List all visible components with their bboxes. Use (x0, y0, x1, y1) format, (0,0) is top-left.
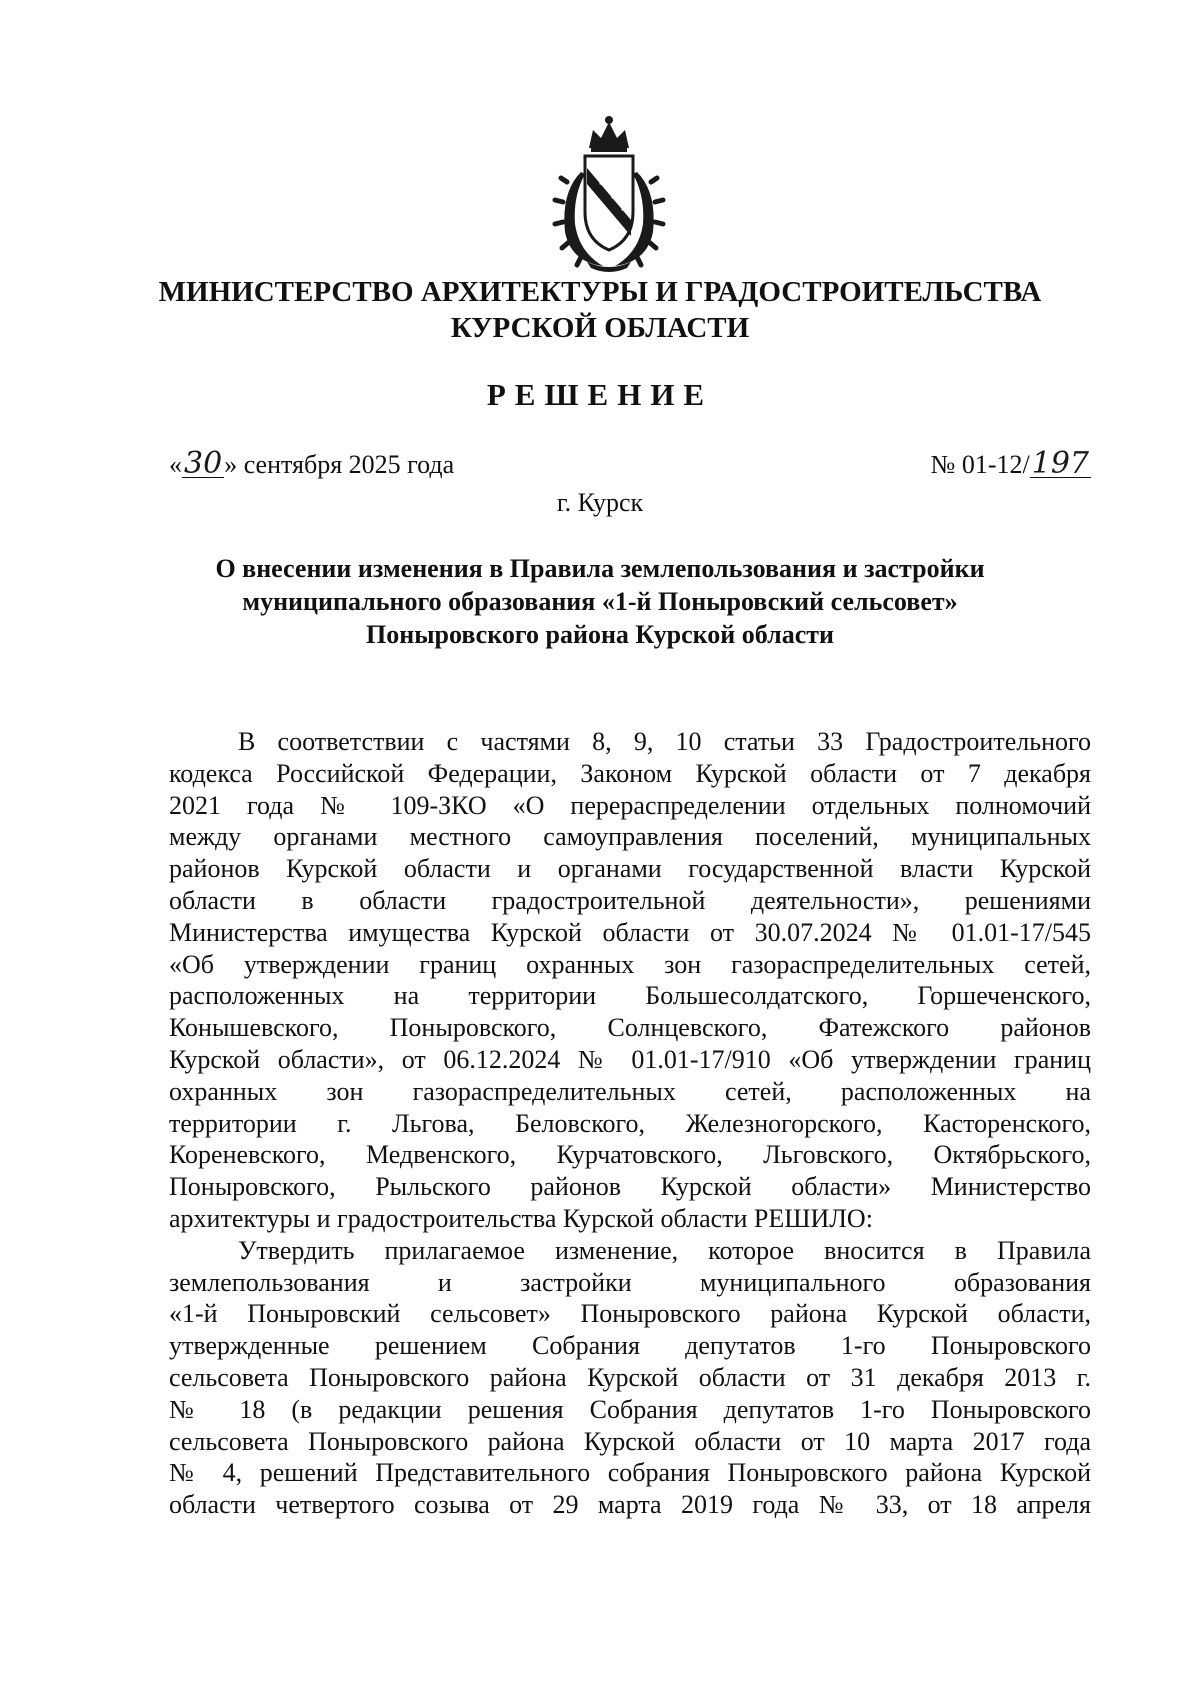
body-line: между органами местного самоуправления поселений, муниципальных (169, 822, 1091, 852)
ministry-name-line-2: КУРСКОЙ ОБЛАСТИ (450, 312, 750, 344)
body-line: области четвертого созыва от 29 марта 2019 года № 33, от 18 апреля (169, 1490, 1091, 1520)
body-line: области в области градостроительной деятельности», решениями (169, 885, 1091, 915)
document-subject (0, 552, 1200, 651)
date-open-quote: « (169, 450, 182, 479)
body-line: «1-й Поныровский сельсовет» Поныровского района Курской области, (169, 1299, 1091, 1329)
body-line: охранных зон газораспределительных сетей, расположенных на (169, 1076, 1091, 1106)
body-line: Утвердить прилагаемое изменение, которое вносится в Правила (238, 1235, 1091, 1265)
subject-line-2: муниципального образования «1-й Поныровский сельсовет» (242, 587, 958, 616)
body-line: 2021 года № 109-ЗКО «О перераспределении отдельных полномочий (169, 790, 1091, 820)
number-handwritten: 197 (1031, 446, 1089, 481)
number-prefix: № 01-12/ (930, 450, 1030, 479)
body-line: № 18 (в редакции решения Собрания депутатов 1-го Поныровского (169, 1394, 1091, 1424)
body-line: Кореневского, Медвенского, Курчатовского, Льговского, Октябрьского, (169, 1140, 1091, 1170)
body-line: Поныровского, Рыльского районов Курской области» Министерство (169, 1172, 1091, 1202)
body-line: районов Курской области и органами государственной власти Курской (169, 854, 1091, 884)
body-line: В соответствии с частями 8, 9, 10 статьи 33 Градостроительного (238, 727, 1091, 756)
body-line: утвержденные решением Собрания депутатов 1-го Поныровского (169, 1331, 1091, 1361)
body-line: сельсовета Поныровского района Курской области от 10 марта 2017 года (169, 1426, 1091, 1456)
document-body (169, 726, 1091, 1521)
body-line: территории г. Льгова, Беловского, Железногорского, Касторенского, (169, 1108, 1091, 1138)
body-line: Министерства имущества Курской области от 30.07.2024 № 01.01-17/545 (169, 917, 1091, 947)
body-line: сельсовета Поныровского района Курской области от 31 декабря 2013 г. (169, 1362, 1091, 1392)
ministry-name (0, 274, 1200, 346)
document-type-title: РЕШЕНИЕ (486, 377, 714, 412)
body-line: «Об утверждении границ охранных зон газораспределительных сетей, (169, 949, 1091, 979)
body-line: землепользования и застройки муниципального образования (169, 1267, 1091, 1297)
subject-line-3: Поныровского района Курской области (366, 620, 834, 649)
body-line: Конышевского, Поныровского, Солнцевского, Фатежского районов (169, 1013, 1091, 1043)
body-line: расположенных на территории Большесолдатского, Горшеченского, (169, 981, 1091, 1011)
document-date (169, 446, 455, 481)
body-line: № 4, решений Представительного собрания Поныровского района Курской (169, 1458, 1091, 1488)
document-city: г. Курск (556, 488, 644, 517)
subject-line-1: О внесении изменения в Правила землепользования и застройки (215, 554, 985, 583)
body-line: кодекса Российской Федерации, Законом Курской области от 7 декабря (169, 758, 1091, 788)
kursk-coat-of-arms-icon (551, 112, 667, 272)
ministry-name-line-1: МИНИСТЕРСТВО АРХИТЕКТУРЫ И ГРАДОСТРОИТЕЛЬСТВА (158, 276, 1042, 308)
date-month-year: » сентября 2025 года (224, 450, 455, 479)
body-line: Курской области», от 06.12.2024 № 01.01-17/910 «Об утверждении границ (169, 1044, 1091, 1074)
date-day-handwritten: 30 (184, 446, 223, 481)
body-line: архитектуры и градостроительства Курской области РЕШИЛО: (169, 1203, 873, 1233)
document-number (930, 446, 1091, 481)
